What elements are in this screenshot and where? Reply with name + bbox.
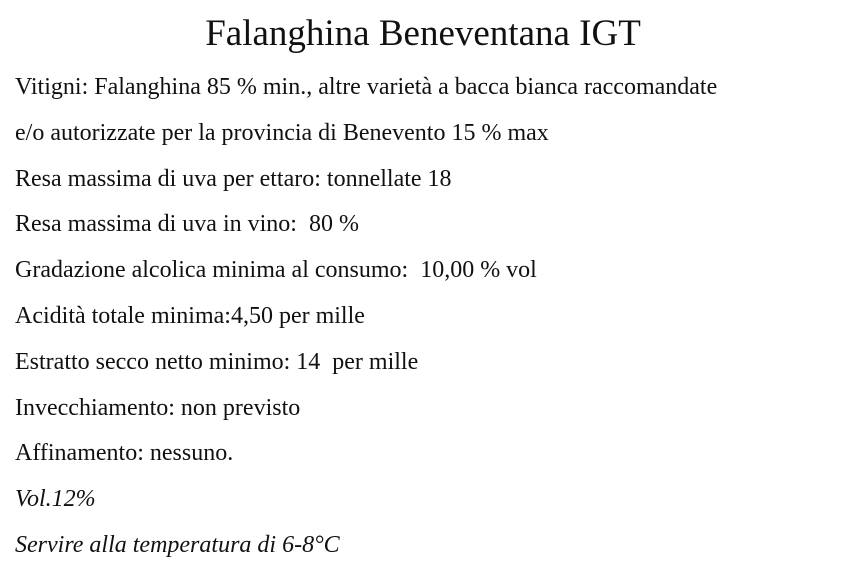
max-wine-yield: Resa massima di uva in vino: 80 %: [15, 211, 359, 238]
min-alcohol-content: Gradazione alcolica minima al consumo: 10,00 % vol: [15, 257, 537, 284]
aging: Invecchiamento: non previsto: [15, 394, 301, 421]
grape-varieties-line-1: Vitigni: Falanghina 85 % min., altre varietà a bacca bianca raccomandate: [15, 74, 718, 100]
wine-specifications: [15, 65, 835, 569]
page-title: Falanghina Beneventana IGT: [205, 13, 641, 54]
min-total-acidity: Acidità totale minima:4,50 per mille: [15, 302, 365, 329]
min-dry-extract: Estratto secco netto minimo: 14 per mille: [15, 348, 419, 375]
volume-note: Vol.12%: [15, 486, 96, 513]
refinement: Affinamento: nessuno.: [15, 440, 234, 467]
max-yield-per-hectare: Resa massima di uva per ettaro: tonnellate 18: [15, 165, 452, 192]
grape-varieties-line-2: e/o autorizzate per la provincia di Benevento 15 % max: [15, 119, 549, 146]
serving-temperature-note: Servire alla temperatura di 6-8°C: [15, 531, 340, 558]
